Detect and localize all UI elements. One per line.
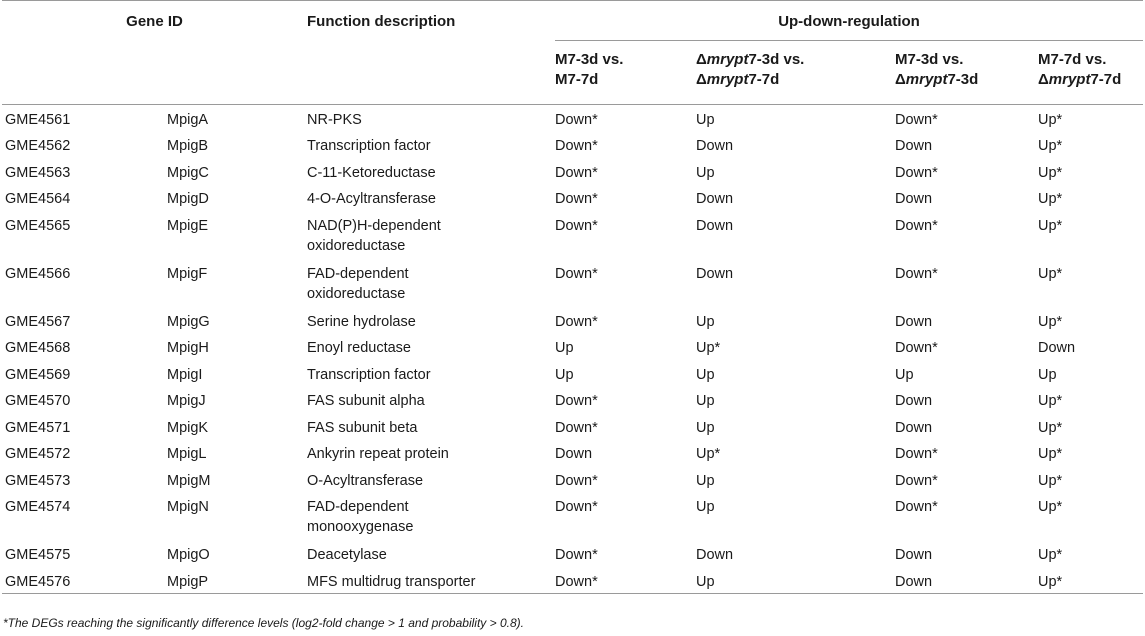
comparison-text: 7-3d [947, 71, 979, 88]
table-row [2, 211, 1143, 259]
regulation-cell: Down* [555, 265, 598, 282]
comparison-text: M7-7d [555, 71, 599, 88]
function-line: oxidoreductase [307, 285, 406, 302]
function-cell [307, 360, 555, 387]
function-line: FAD-dependent [307, 499, 409, 515]
comparison-line [696, 50, 895, 70]
comparison-text: mrypt [706, 51, 749, 68]
function-line: Enoyl reductase [307, 340, 411, 356]
gene-name-cell: MpigH [167, 340, 209, 356]
header-comparison-1 [555, 41, 696, 105]
gene-name-cell: MpigB [167, 138, 209, 154]
regulation-cell: Down [1038, 340, 1076, 356]
gme-id-cell: GME4563 [5, 164, 71, 181]
regulation-cell: Up [555, 366, 574, 383]
table-row [2, 386, 1143, 413]
function-cell [307, 492, 555, 540]
function-cell [307, 386, 555, 413]
comparison-line [895, 50, 1038, 70]
regulation-cell: Down [895, 138, 933, 154]
comparison-text: 7-7d [1090, 71, 1122, 88]
function-cell [307, 131, 555, 158]
table-row [2, 158, 1143, 185]
gene-name-cell: MpigK [167, 419, 209, 436]
gene-name-cell: MpigG [167, 313, 210, 330]
gme-id-cell: GME4564 [5, 191, 71, 207]
regulation-cell: Up* [1038, 164, 1063, 181]
gme-id-cell: GME4569 [5, 366, 71, 383]
regulation-cell: Up* [1038, 313, 1063, 330]
deg-table [2, 0, 1143, 594]
table-row [2, 466, 1143, 493]
gme-id-cell: GME4570 [5, 393, 71, 409]
regulation-cell: Down* [555, 112, 598, 128]
regulation-cell: Down* [895, 499, 938, 515]
comparison-text: 7-3d vs. [748, 51, 805, 68]
regulation-cell: Up* [1038, 265, 1063, 282]
regulation-cell: Up* [1038, 499, 1063, 515]
table-row [2, 307, 1143, 334]
header-gene-id: Gene ID [2, 1, 307, 41]
comparison-text: Δ [1038, 71, 1049, 88]
function-line: Deacetylase [307, 547, 387, 563]
regulation-cell: Down [696, 138, 734, 154]
function-cell [307, 333, 555, 360]
regulation-cell: Up* [1038, 191, 1063, 207]
gme-id-cell: GME4576 [2, 567, 167, 594]
regulation-cell: Down [895, 191, 933, 207]
regulation-cell: Down* [555, 472, 598, 489]
regulation-cell: Down* [895, 472, 938, 489]
regulation-cell: Up* [1038, 393, 1063, 409]
regulation-cell: Up* [1038, 567, 1143, 594]
footnote: *The DEGs reaching the significantly difference levels (log2-fold change > 1 and probability > 0.8). [3, 616, 524, 630]
function-line: oxidoreductase [307, 237, 406, 254]
function-line: MFS multidrug transporter [307, 573, 476, 590]
comparison-line [555, 50, 696, 70]
gene-name-cell: MpigE [167, 217, 209, 234]
comparison-text: 7-7d [748, 71, 780, 88]
function-line: Serine hydrolase [307, 313, 416, 330]
table-row [2, 105, 1143, 132]
table-row [2, 184, 1143, 211]
gme-id-cell: GME4565 [5, 217, 71, 234]
regulation-cell: Down* [555, 419, 598, 436]
regulation-cell: Down [696, 547, 734, 563]
regulation-cell: Down* [895, 164, 938, 181]
gene-name-cell: MpigO [167, 547, 210, 563]
gme-id-cell: GME4572 [5, 446, 71, 462]
header-spacer [307, 41, 555, 105]
function-line: O-Acyltransferase [307, 472, 424, 489]
function-line: monooxygenase [307, 519, 414, 535]
table-row [2, 360, 1143, 387]
function-line: Ankyrin repeat protein [307, 446, 449, 462]
regulation-cell: Up* [1038, 138, 1063, 154]
gme-id-cell: GME4568 [5, 340, 71, 356]
regulation-cell: Up [696, 472, 715, 489]
comparison-text: mrypt [905, 71, 948, 88]
regulation-cell: Down [696, 217, 734, 234]
gme-id-cell: GME4574 [5, 499, 71, 515]
function-cell [307, 105, 555, 132]
function-line: FAS subunit alpha [307, 393, 425, 409]
comparison-text: Δ [895, 71, 906, 88]
comparison-text: mrypt [706, 71, 749, 88]
header-up-down-regulation: Up-down-regulation [555, 1, 1143, 41]
header-function: Function description [307, 1, 555, 41]
regulation-cell: Down* [555, 164, 598, 181]
regulation-cell: Down* [555, 313, 598, 330]
gme-id-cell: GME4567 [5, 313, 71, 330]
gene-name-cell: MpigN [167, 499, 209, 515]
gene-name-cell: MpigJ [167, 393, 206, 409]
gme-id-cell: GME4562 [5, 138, 71, 154]
function-line: NR-PKS [307, 112, 362, 128]
comparison-line [696, 70, 895, 90]
regulation-cell: Down* [895, 446, 938, 462]
regulation-cell: Up [696, 567, 895, 594]
function-line: FAS subunit beta [307, 419, 418, 436]
regulation-cell: Up [895, 366, 914, 383]
function-cell [307, 540, 555, 567]
regulation-cell: Up [696, 419, 715, 436]
header-comparison-2 [696, 41, 895, 105]
regulation-cell: Down* [555, 499, 598, 515]
gene-name-cell: MpigD [167, 191, 209, 207]
gme-id-cell: GME4575 [5, 547, 71, 563]
function-cell [307, 466, 555, 493]
function-line: C-11-Ketoreductase [307, 164, 436, 181]
regulation-cell: Up [696, 366, 715, 383]
regulation-cell: Up* [696, 446, 721, 462]
function-cell [307, 211, 555, 259]
regulation-cell: Down [555, 446, 593, 462]
table-row [2, 333, 1143, 360]
regulation-cell: Down* [555, 191, 598, 207]
table-row [2, 259, 1143, 307]
gene-name-cell: MpigL [167, 446, 207, 462]
regulation-cell: Down [895, 393, 933, 409]
table-row [2, 492, 1143, 540]
gene-name-cell: MpigI [167, 366, 203, 383]
regulation-cell: Up [696, 313, 715, 330]
gme-id-cell: GME4571 [5, 419, 71, 436]
comparison-line [1038, 70, 1143, 90]
function-cell [307, 439, 555, 466]
comparison-text: Δ [696, 51, 707, 68]
gene-name-cell: MpigF [167, 265, 208, 282]
table-row [2, 439, 1143, 466]
function-line: FAD-dependent [307, 265, 409, 282]
regulation-cell: Down* [895, 340, 938, 356]
header-comparison-4 [1038, 41, 1143, 105]
regulation-cell: Up [696, 393, 715, 409]
regulation-cell: Down [895, 313, 933, 330]
regulation-cell: Down [895, 567, 1038, 594]
regulation-cell: Down* [555, 567, 696, 594]
table-row [2, 540, 1143, 567]
function-line: Transcription factor [307, 366, 431, 383]
comparison-line [555, 70, 696, 90]
table-row [2, 131, 1143, 158]
table-row [2, 413, 1143, 440]
regulation-cell: Down [696, 191, 734, 207]
header-spacer [2, 41, 167, 105]
gene-name-cell: MpigM [167, 472, 211, 489]
regulation-cell: Up* [1038, 217, 1063, 234]
regulation-cell: Down* [895, 217, 938, 234]
function-cell [307, 184, 555, 211]
regulation-cell: Down* [555, 547, 598, 563]
regulation-cell: Up [696, 112, 715, 128]
gene-name-cell: MpigP [167, 567, 307, 594]
regulation-cell: Up [696, 499, 715, 515]
regulation-cell: Down [696, 265, 734, 282]
regulation-cell: Up* [696, 340, 721, 356]
comparison-line [895, 70, 1038, 90]
header-spacer [167, 41, 307, 105]
gme-id-cell: GME4573 [5, 472, 71, 489]
function-cell [307, 158, 555, 185]
regulation-cell: Up* [1038, 547, 1063, 563]
comparison-text: M7-3d vs. [895, 51, 964, 68]
regulation-cell: Up [696, 164, 715, 181]
regulation-cell: Down* [895, 112, 938, 128]
table-body [2, 105, 1143, 594]
regulation-cell: Down* [555, 393, 598, 409]
function-cell [307, 567, 555, 594]
regulation-cell: Down* [895, 265, 938, 282]
gme-id-cell: GME4566 [5, 265, 71, 282]
regulation-cell: Down* [555, 217, 598, 234]
gene-name-cell: MpigA [167, 112, 209, 128]
function-cell [307, 259, 555, 307]
regulation-cell: Down [895, 547, 933, 563]
comparison-text: M7-3d vs. [555, 51, 624, 68]
regulation-cell: Up* [1038, 112, 1063, 128]
comparison-text: M7-7d vs. [1038, 51, 1107, 68]
function-line: 4-O-Acyltransferase [307, 191, 436, 207]
header-comparison-3 [895, 41, 1038, 105]
regulation-cell: Up* [1038, 419, 1063, 436]
regulation-cell: Down* [555, 138, 598, 154]
gene-name-cell: MpigC [167, 164, 209, 181]
table-row [2, 567, 1143, 594]
comparison-text: Δ [696, 71, 707, 88]
gme-id-cell: GME4561 [5, 112, 71, 128]
regulation-cell: Up* [1038, 446, 1063, 462]
function-cell [307, 413, 555, 440]
function-line: Transcription factor [307, 138, 431, 154]
comparison-line [1038, 50, 1143, 70]
regulation-cell: Up [555, 340, 574, 356]
function-cell [307, 307, 555, 334]
function-line: NAD(P)H-dependent [307, 217, 441, 234]
regulation-cell: Down [895, 419, 933, 436]
regulation-cell: Up* [1038, 472, 1063, 489]
regulation-cell: Up [1038, 366, 1057, 383]
comparison-text: mrypt [1048, 71, 1091, 88]
